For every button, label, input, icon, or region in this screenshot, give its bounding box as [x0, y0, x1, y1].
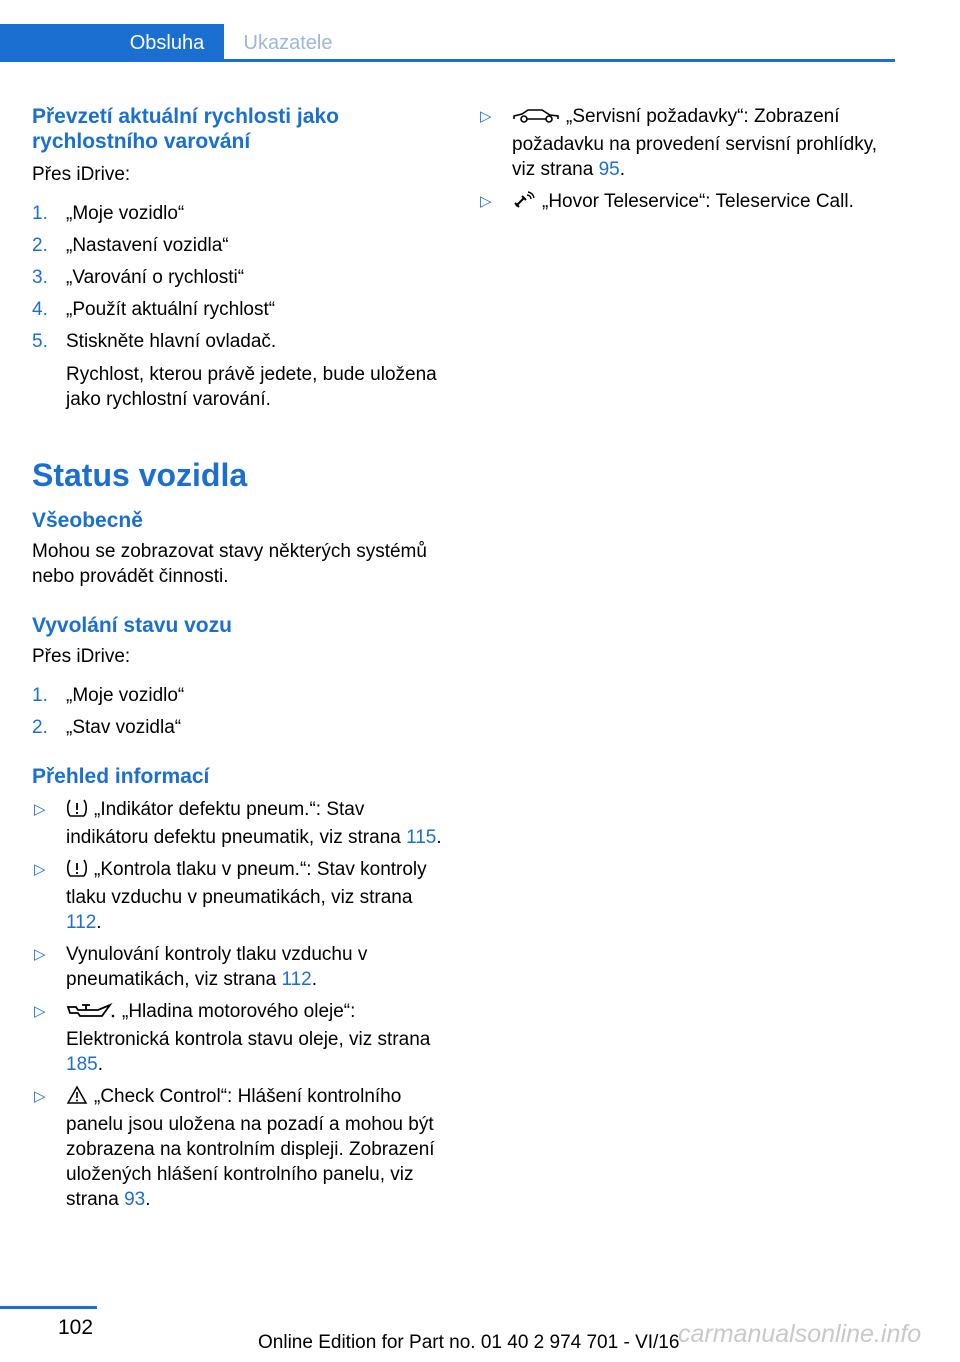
tab-ukazatele[interactable]: Ukazatele	[243, 32, 333, 54]
list-item: 1. „Moje vozidlo“	[32, 685, 185, 706]
page-link[interactable]: 93	[124, 1189, 146, 1210]
list-item: ▷ „Hladina motorového oleje“: Elektronická kontrola stavu oleje, viz strana 185.	[34, 1001, 431, 1075]
speed-warning-steps	[32, 201, 452, 354]
overview-list-continued	[478, 104, 898, 217]
list-item: ▷ „Servisní požadavky“: Zobrazení požadavku na provedení servisní prohlídky, viz strana 95.	[480, 106, 878, 180]
list-item: ▷ „Check Control“: Hlášení kontrolního panelu jsou uložena na pozadí a mohou být zobrazena na kontrolním displeji. Zobrazení uložených hlášení kontrolního panelu, viz strana 93.	[34, 1086, 435, 1210]
overview-heading: Přehled informací	[32, 765, 210, 788]
list-item: 2. „Nastavení vozidla“	[32, 235, 229, 256]
call-status-heading: Vyvolání stavu vozu	[32, 614, 232, 637]
page-link[interactable]: 95	[598, 159, 620, 180]
call-status-steps	[32, 683, 452, 740]
section-heading-speed-warning: Převzetí aktuální rychlosti jako rychlostního varování	[32, 105, 339, 153]
list-item: 1. „Moje vozidlo“	[32, 203, 185, 224]
oil-can-icon	[66, 1002, 116, 1027]
page-number: 102	[58, 1316, 94, 1339]
teleservice-icon	[512, 190, 536, 217]
call-status-intro: Přes iDrive:	[32, 646, 131, 667]
edition-footer: Online Edition for Part no. 01 40 2 974 701 - VI/16	[258, 1332, 680, 1353]
tire-pressure-icon	[66, 858, 88, 885]
list-item: 3. „Varování o rychlosti“	[32, 267, 245, 288]
tab-underline	[0, 59, 895, 62]
page-link[interactable]: 115	[406, 827, 437, 848]
idrive-intro: Přes iDrive:	[32, 164, 131, 185]
general-heading: Všeobecně	[32, 509, 143, 532]
general-text: Mohou se zobrazovat stavy některých systémů nebo provádět činnosti.	[32, 541, 427, 587]
list-item: 5. Stiskněte hlavní ovladač.	[32, 331, 277, 352]
overview-list	[32, 797, 452, 1212]
step-note: Rychlost, kterou právě jedete, bude uložena jako rychlostní varování.	[66, 364, 437, 410]
left-column	[32, 104, 452, 1212]
list-item: ▷ „Hovor Teleservice“: Teleservice Call.	[478, 189, 898, 217]
page-title: Status vozidla	[32, 457, 248, 493]
watermark: carmanualsonline.info	[678, 1320, 922, 1348]
page-link[interactable]: 185	[66, 1054, 98, 1075]
service-car-icon	[512, 107, 560, 132]
right-column	[478, 104, 898, 217]
list-item: ▷ Vynulování kontroly tlaku vzduchu v pneumatikách, viz strana 112.	[34, 944, 368, 990]
tab-bar	[0, 24, 895, 62]
warning-triangle-icon	[66, 1085, 88, 1112]
list-item: ▷ „Kontrola tlaku v pneum.“: Stav kontroly tlaku vzduchu v pneumatikách, viz strana 112.	[34, 859, 427, 933]
page-link[interactable]: 112	[66, 912, 97, 933]
list-item: ▷ „Indikátor defektu pneum.“: Stav indikátoru defektu pneumatik, viz strana 115.	[34, 799, 442, 848]
tire-warning-icon	[66, 798, 88, 825]
tab-obsluha[interactable]: Obsluha	[0, 24, 224, 62]
list-item: 4. „Použít aktuální rychlost“	[32, 299, 276, 320]
page-link[interactable]: 112	[281, 969, 312, 990]
list-item: 2. „Stav vozidla“	[32, 717, 182, 738]
page-number-bar	[0, 1306, 97, 1309]
